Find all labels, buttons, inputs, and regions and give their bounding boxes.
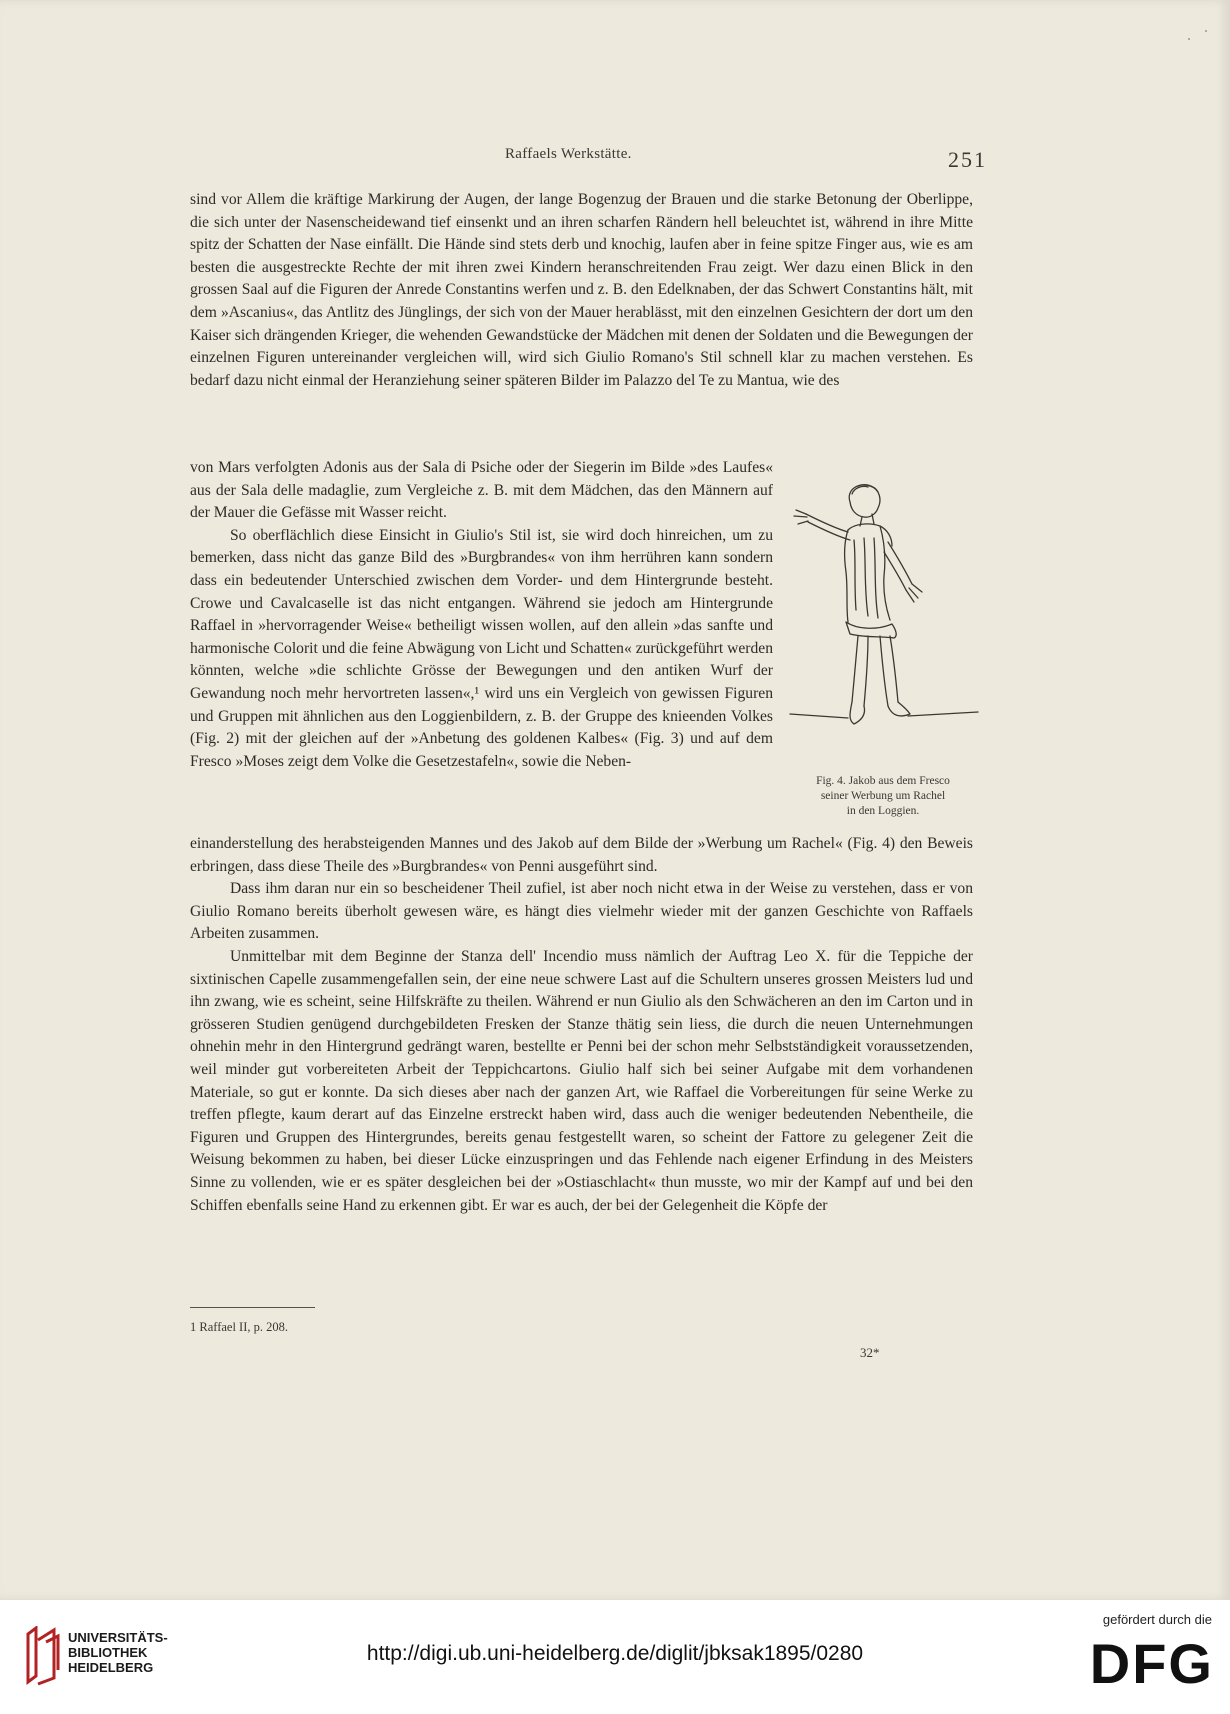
footnote-divider — [190, 1307, 315, 1308]
source-url-link[interactable]: http://digi.ub.uni-heidelberg.de/diglit/jbksak1895/0280 — [366, 1642, 864, 1665]
paragraph: einanderstellung des herabsteigenden Mannes und des Jakob auf dem Bilde der »Werbung um Rachel« (Fig. 4) den Beweis erbringen, dass diese Theile des »Burgbrandes« von Penni ausgeführt sind. — [190, 835, 973, 875]
paragraph: Unmittelbar mit dem Beginne der Stanza dell' Incendio muss nämlich der Auftrag Leo X. für die Teppiche der sixtinischen Capelle zusammengefallen sein, der eine neue schwere Last auf die Schultern unseres grossen Meisters lud und ihn zwang, wie es scheint, seine Hilfskräfte zu theilen. Während er nun Giulio als den Schwächeren an den im Carton und in grösseren Studien genügend durchgebildeten Fresken der Stanze thätig sein liess, die durch die neuen Unternehmungen ohnehin mehr in den Hintergrund gedrängt waren, bestellte er Penni bei der schon mehr Selbstständigkeit voraussetzenden, weil minder gut vorbereiteten Arbeit der Teppichcartons. Giulio half sich bei seiner Aufgabe mit dem vorhandenen Materiale, so gut er konnte. Da sich dieses aber nach der ganzen Art, wie Raffael die Vorbereitungen für seine Werke zu treffen pflegte, kaum derart auf das Einzelne erstreckt haben wird, dass auch die weniger bedeutenden Nebentheile, die Figuren und Gruppen des Hintergrundes, bereits genau festgestellt waren, so scheint der Fattore zu gelegener Zeit die Weisung bekommen zu haben, bei dieser Lücke einzuspringen und das Fehlende nach eigener Erfindung in des Meisters Sinne zu vollenden, wie er es später desgleichen bei der »Ostiaschlacht« thun musste, wo mir der Kampf auf und bei den Schiffen ebenfalls seine Hand zu erkennen gibt. Er war es auch, der bei der Gelegenheit die Köpfe der — [190, 947, 973, 1214]
page-number: 251 — [948, 147, 987, 172]
caption-line: in den Loggien. — [846, 805, 920, 817]
paragraph: sind vor Allem die kräftige Markirung der Augen, der lange Bogenzug der Brauen und die starke Betonung der Oberlippe, die sich unter der Nasenscheidewand tief einsenkt und an ihren scharfen Rändern hell beleuchtet ist, während in ihre Mitte spitz der Schatten der Nase einfällt. Die Hände sind stets derb und knochig, laufen aber in feine spitze Finger aus, wie es am besten die ausgestreckte Rechte der mit ihren zwei Kindern heranschreitenden Frau zeigt. Wer dazu einen Blick in den grossen Saal auf die Figuren der Anrede Constantins werfen und z. B. den Edelknaben, der das Schwert Constantins hält, mit dem »Ascanius«, das Antlitz des Jünglings, der sich von der Mauer herablässt, mit den einzelnen Gesichtern der dort um den Kaiser sich drängenden Krieger, die wehenden Gewandstücke der Mädchen mit denen der Soldaten und die Bewegungen der einzelnen Figuren untereinander vergleichen will, wird sich Giulio Romano's Stil schnell klar zu machen verstehen. Es bedarf dazu nicht einmal der Heranziehung seiner späteren Bilder im Palazzo del Te zu Mantua, wie des — [190, 191, 973, 389]
funded-by-label: gefördert durch die — [1102, 1612, 1212, 1627]
paragraph: von Mars verfolgten Adonis aus der Sala di Psiche oder der Siegerin im Bilde »des Laufes« aus der Sala delle madaglie, zum Vergleiche z. B. mit dem Mädchen, das den Männern auf der Mauer die Gefässe mit Wasser reicht. — [190, 459, 773, 522]
text-block-bottom — [190, 833, 973, 1217]
text-block-beside-figure — [190, 457, 773, 773]
institution-line: UNIVERSITÄTS- — [68, 1630, 168, 1645]
caption-line: seiner Werbung um Rachel — [820, 790, 946, 802]
paragraph: So oberflächlich diese Einsicht in Giulio's Stil ist, sie wird doch hinreichen, um zu bemerken, dass nicht das ganze Bild des »Burgbrandes« von ihm herrühren kann sondern dass ein bedeutender Unterschied zwischen dem Vorder- und dem Hintergrunde besteht. Crowe und Cavalcaselle ist das nicht entgangen. Während sie jedoch am Hintergrunde Raffael in »hervorragender Weise« betheiligt wissen wollen, auf den allein »das sanfte und harmonische Colorit und die feine Abwägung von Licht und Schatten« zurückgeführt werden könnten, welche »die schlichte Grösse der Bewegungen und den antiken Wurf der Gewandung noch mehr hervortreten lassen«,¹ wird uns ein Vergleich von gewissen Figuren und Gruppen mit ähnlichen aus den Loggienbildern, z. B. der Gruppe des knieenden Volkes (Fig. 2) mit der gleichen auf der »Anbetung des goldenen Kalbes« (Fig. 3) und auf dem Fresco »Moses zeigt dem Volke die Gesetzestafeln«, sowie die Neben- — [190, 526, 773, 770]
signature-mark: 32* — [860, 1345, 880, 1360]
footnote: 1 Raffael II, p. 208. — [190, 1320, 289, 1334]
figure-caption — [783, 774, 983, 819]
jakob-drawing — [788, 480, 983, 745]
text-block-top — [190, 189, 973, 392]
scan-speck — [1205, 30, 1207, 32]
paragraph: Dass ihm daran nur ein so bescheidener Theil zufiel, ist aber noch nicht etwa in der Weise zu verstehen, dass er von Giulio Romano bereits überholt gewesen wäre, es hängt dies vielmehr wieder mit der ganzen Geschichte von Raffaels Arbeiten zusammen. — [190, 880, 973, 943]
running-title: Raffaels Werkstätte. — [505, 146, 632, 162]
dfg-logo[interactable]: DFG — [1089, 1632, 1214, 1695]
figure-jakob-illustration — [788, 480, 983, 770]
institution-line: BIBLIOTHEK — [68, 1645, 148, 1660]
institution-line: HEIDELBERG — [68, 1660, 154, 1675]
scan-speck — [1188, 38, 1190, 40]
caption-line: Fig. 4. Jakob aus dem Fresco — [816, 775, 950, 787]
footer-bar — [0, 1600, 1230, 1714]
